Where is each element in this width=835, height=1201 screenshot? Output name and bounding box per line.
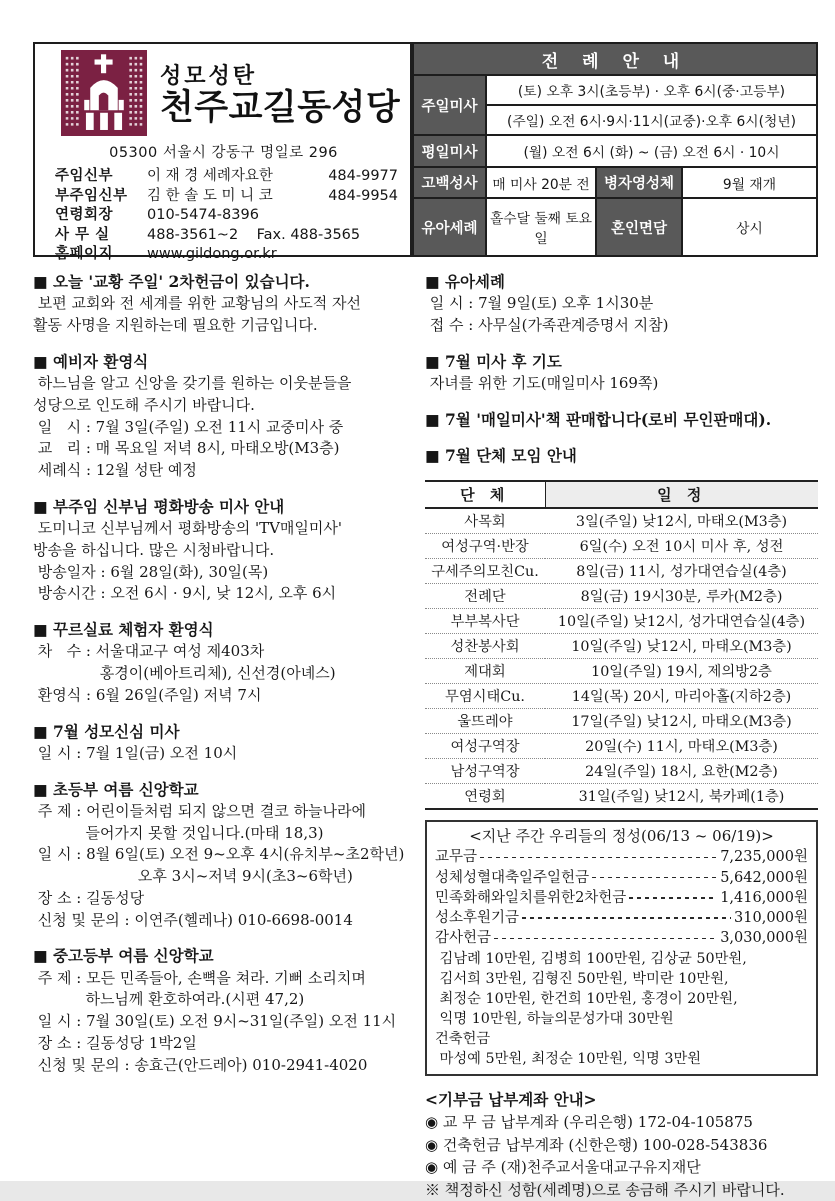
sunday-sun-time: (주일) 오전 6시·9시·11시(교중)·오후 6시(청년) [486,105,817,135]
contact-value: www.gildong.or.kr [147,246,277,262]
donation-account-section [425,1088,818,1201]
liturgy-title: 전 례 안 내 [413,43,817,75]
section-lines [33,373,412,482]
section-line: 들어가지 못할 것입니다.(마태 18,3) [33,823,324,842]
infant-baptism-time: 홀수달 둘째 토요일 [486,198,596,256]
thanks-offering-detail [435,949,808,1029]
group-schedule: 10일(주일) 낮12시, 마태오(M3층) [545,634,818,659]
group-name: 사목회 [425,508,545,534]
table-row [425,709,818,734]
contact-row [45,167,402,187]
sick-communion-label: 병자영성체 [596,167,682,199]
table-row [425,559,818,584]
logo-subtitle: 성모성탄 [160,64,258,90]
contact-label: 홈페이지 [55,246,114,262]
table-row [425,734,818,759]
group-name: 울뜨레야 [425,709,545,734]
group-meeting-table [425,480,818,810]
dash-leader [480,857,717,859]
section-heading: ■ 7월 '매일미사'책 판매합니다(로비 무인판매대). [425,409,772,429]
donor-line: 김서희 3만원, 김형진 50만원, 박미란 10만원, [435,970,729,987]
group-name: 구세주의모친Cu. [425,559,545,584]
section-line: 활동 사명을 지원하는데 필요한 기금입니다. [33,316,318,334]
section-line: 방송일자 : 6월 28일(화), 30일(목) [33,562,269,581]
section-line: 신청 및 문의 : 송효근(안드레아) 010-2941-4020 [33,1055,368,1074]
offering-amount: 1,416,000원 [720,889,808,906]
donor-line: 김남례 10만원, 김병희 100만원, 김상균 50만원, [435,950,747,967]
group-name: 여성구역·반장 [425,534,545,559]
contact-label: 연령회장 [55,207,114,223]
sunday-sat-time: (토) 오후 3시(초등부) · 오후 6시(중·고등부) [486,75,817,105]
section-line: 홍경이(베아트리체), 신선경(아녜스) [33,664,336,682]
offering-amount-row [435,908,808,928]
notice-section [425,408,818,431]
marriage-interview-time: 상시 [682,198,817,256]
section-line: 세례식 : 12월 성탄 예정 [33,461,197,479]
church-identity-box [33,42,412,262]
contact-value: 김 한 솔 도 미 니 코 [147,187,273,204]
group-column-header: 단 체 [425,481,545,508]
notice-section [425,270,818,337]
right-column [425,270,818,1201]
donor-line: 최정순 10만원, 한건희 10만원, 홍경이 20만원, [435,990,738,1007]
notice-section [33,350,412,482]
table-row [425,684,818,709]
account-line: ◉ 건축헌금 납부계좌 (신한은행) 100-028-543836 [425,1135,768,1154]
section-heading: ■ 꾸르실료 체험자 환영식 [33,620,214,639]
left-column [33,270,412,1201]
group-schedule: 20일(수) 11시, 마태오(M3층) [545,734,818,759]
group-name: 남성구역장 [425,759,545,784]
table-row [425,634,818,659]
group-schedule: 17일(주일) 낮12시, 마태오(M3층) [545,709,818,734]
offering-label: 감사헌금 [435,930,492,947]
table-row [425,659,818,684]
group-schedule: 31일(주일) 낮12시, 북카페(1층) [545,784,818,810]
offering-box-title: <지난 주간 우리들의 정성(06/13 ~ 06/19)> [469,827,774,846]
section-line: 일 시 : 7월 9일(토) 오후 1시30분 [425,294,654,313]
section-line: 주 제 : 어린이들처럼 되지 않으면 결코 하늘나라에 [33,801,367,820]
table-row [425,534,818,559]
account-section-title: <기부금 납부계좌 안내> [425,1089,597,1109]
group-schedule: 14일(목) 20시, 마리아홀(지하2층) [545,684,818,709]
logo-text [160,59,400,127]
group-rows [425,508,818,809]
notice-section [33,495,412,605]
church-logo-icon [61,50,147,136]
group-schedule: 24일(주일) 18시, 요한(M2층) [545,759,818,784]
contact-row [45,226,402,246]
dash-leader [592,877,717,879]
section-lines [33,641,412,706]
section-line: 하느님을 알고 신앙을 갖기를 원하는 이웃분들을 [33,374,352,392]
group-name: 제대회 [425,659,545,684]
table-row [425,584,818,609]
notice-section [33,778,412,932]
notice-section [33,270,412,337]
section-heading: ■ 예비자 환영식 [33,351,149,371]
section-lines [33,801,412,932]
building-offering-label: 건축헌금 [435,1030,491,1047]
section-line: 일 시 : 7월 30일(토) 오전 9시~31일(주일) 오전 11시 [33,1012,397,1030]
contact-label: 부주임신부 [55,187,128,204]
notice-section [33,720,412,765]
section-heading: ■ 부주임 신부님 평화방송 미사 안내 [33,496,285,516]
offering-amount: 3,030,000원 [720,930,808,947]
section-heading: ■ 중고등부 여름 신앙학교 [33,946,214,966]
group-schedule: 10일(주일) 19시, 제의방2층 [545,659,818,684]
right-sections [425,270,818,467]
weekday-mass-label: 평일미사 [413,135,486,167]
weekly-offering-box [425,820,818,1076]
section-line: 일 시 : 7월 1일(금) 오전 10시 [33,743,238,762]
body [0,257,835,1201]
marriage-interview-label: 혼인면담 [596,198,682,256]
group-name: 전례단 [425,584,545,609]
notice-section [33,944,412,1076]
contact-value: 이 재 경 세례자요한 [147,168,273,184]
group-schedule: 6일(수) 오전 10시 미사 후, 성전 [545,534,818,559]
section-heading: ■ 초등부 여름 신앙학교 [33,779,199,799]
section-lines [33,743,412,765]
account-line: ◉ 예 금 주 (재)천주교서울대교구유지재단 [425,1158,701,1177]
group-name: 여성구역장 [425,734,545,759]
sunday-mass-label: 주일미사 [413,75,486,135]
section-line: 자녀를 위한 기도(매일미사 169쪽) [425,374,659,392]
section-line: 보편 교회와 전 세계를 위한 교황님의 사도적 자선 [33,294,361,313]
section-line: 접 수 : 사무실(가족관계증명서 지참) [425,316,669,334]
group-name: 연령회 [425,784,545,810]
table-row [425,759,818,784]
account-line: ※ 책정하신 성함(세례명)으로 송금해 주시기 바랍니다. [425,1180,785,1199]
section-line: 차 수 : 서울대교구 여성 제403차 [33,642,265,661]
section-line: 방송을 하십니다. 많은 시청바랍니다. [33,540,275,559]
offering-amount: 310,000원 [734,910,808,927]
contact-list [45,167,402,265]
offering-amount-row [435,868,808,888]
dash-leader [522,917,731,919]
section-line: 일 시 : 8월 6일(토) 오전 9~오후 4시(유치부~초2학년) [33,845,405,864]
section-heading: ■ 7월 성모신심 미사 [33,721,180,741]
group-schedule: 8일(금) 19시30분, 루카(M2층) [545,584,818,609]
section-lines [33,293,412,337]
church-name: 천주교길동성당 [160,88,401,129]
section-heading: ■ 7월 단체 모임 안내 [425,446,577,465]
liturgy-schedule-table [412,42,818,257]
section-lines [425,373,818,395]
confession-label: 고백성사 [413,167,486,199]
contact-phone: 484-9977 [328,168,398,184]
schedule-column-header: 일 정 [545,481,818,508]
section-line: 하느님께 환호하여라.(시편 47,2) [33,990,305,1009]
dash-leader [494,938,717,940]
notice-section [33,618,412,707]
contact-value: 488-3561~2 Fax. 488-3565 [147,226,361,243]
section-line: 신청 및 문의 : 이연주(헬레나) 010-6698-0014 [33,910,353,929]
offering-label: 성체성혈대축일주일헌금 [435,869,590,886]
section-line: 장 소 : 길동성당 1박2일 [33,1033,197,1052]
section-line: 장 소 : 길동성당 [33,888,145,907]
account-line: ◉ 교 무 금 납부계좌 (우리은행) 172-04-105875 [425,1113,753,1132]
table-row [425,508,818,534]
contact-label: 사 무 실 [55,226,110,243]
contact-value: 010-5474-8396 [147,207,259,223]
section-lines [33,968,412,1077]
notice-section [425,444,818,467]
offering-label: 교무금 [435,849,478,866]
section-line: 성당으로 인도해 주시기 바랍니다. [33,395,255,414]
group-schedule: 10일(주일) 낮12시, 성가대연습실(4층) [545,609,818,634]
offering-amount-row [435,847,808,867]
group-name: 무염시태Cu. [425,684,545,709]
group-name: 부부복사단 [425,609,545,634]
offering-amount-row [435,928,808,948]
offering-label: 민족화해와일치를위한2차헌금 [435,889,627,906]
sick-communion-time: 9월 재개 [682,167,817,199]
table-row [425,609,818,634]
church-address: 05300 서울시 강동구 명일로 296 [109,145,338,161]
offering-amount: 5,642,000원 [720,869,808,886]
offering-label: 성소후원기금 [435,910,520,927]
weekday-mass-time: (월) 오전 6시 (화) ~ (금) 오전 6시 · 10시 [486,135,817,167]
section-lines [33,518,412,605]
section-heading: ■ 7월 미사 후 기도 [425,351,562,371]
group-name: 성찬봉사회 [425,634,545,659]
section-line: 환영식 : 6월 26일(주일) 저녁 7시 [33,685,262,704]
offering-amount: 7,235,000원 [720,849,808,866]
header [0,0,835,262]
section-heading: ■ 오늘 '교황 주일' 2차헌금이 있습니다. [33,272,310,291]
logo-row [45,50,402,136]
section-line: 오후 3시~저녁 9시(초3~6학년) [33,867,353,885]
section-line: 교 리 : 매 목요일 저녁 8시, 마태오방(M3층) [33,439,340,458]
table-row [425,784,818,810]
building-offering-detail: 마성예 5만원, 최정순 10만원, 익명 3만원 [435,1050,702,1067]
offering-amount-row [435,888,808,908]
section-line: 방송시간 : 오전 6시 · 9시, 낮 12시, 오후 6시 [33,584,337,603]
group-schedule: 8일(금) 11시, 성가대연습실(4층) [545,559,818,584]
contact-row [45,187,402,207]
group-schedule: 3일(주일) 낮12시, 마태오(M3층) [545,508,818,534]
account-lines [425,1111,818,1201]
donor-line: 익명 10만원, 하늘의문성가대 30만원 [435,1010,674,1027]
contact-label: 주임신부 [55,168,114,184]
dash-leader [629,897,717,899]
section-line: 주 제 : 모든 민족들아, 손뼉을 쳐라. 기뻐 소리치며 [33,968,366,987]
section-line: 도미니코 신부님께서 평화방송의 'TV매일미사' [33,519,342,537]
notice-section [425,350,818,395]
offering-amounts [435,847,808,948]
section-heading: ■ 유아세례 [425,272,505,291]
contact-row [45,245,402,265]
infant-baptism-label: 유아세례 [413,198,486,256]
contact-row [45,206,402,226]
confession-time: 매 미사 20분 전 [486,167,596,199]
section-line: 일 시 : 7월 3일(주일) 오전 11시 교중미사 중 [33,417,344,436]
contact-phone: 484-9954 [328,187,398,204]
section-lines [425,293,818,337]
